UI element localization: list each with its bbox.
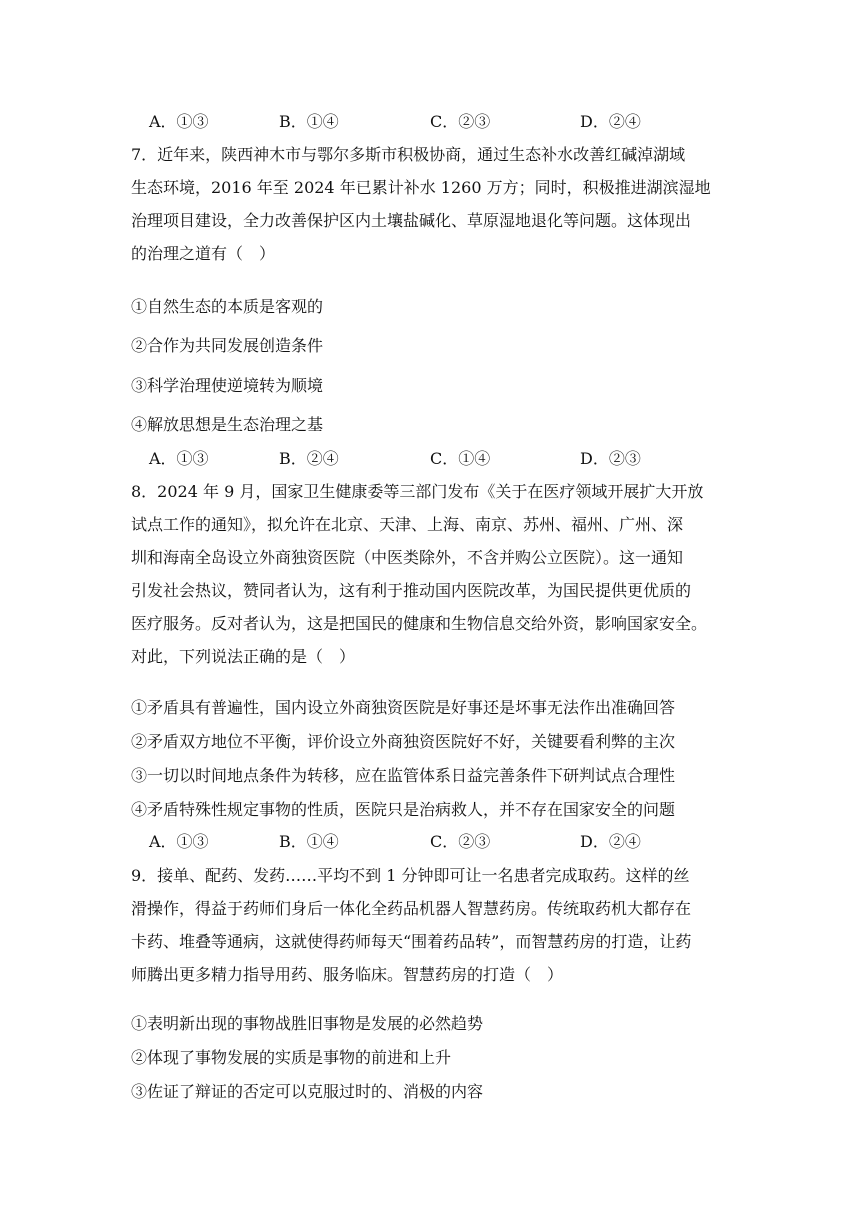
question-7-line: 生态环境，2016 年至 2024 年已累计补水 1260 万方；同时，积极推进湖滨湿地 [131,178,711,197]
question-9-line: 师腾出更多精力指导用药、服务临床。智慧药房的打造（ ） [131,965,564,984]
q7-option-a: A．①③ [149,449,209,468]
q6-option-c: C．②③ [430,112,491,131]
q7-statement-2: ②合作为共同发展创造条件 [131,336,324,355]
q9-statement-3: ③佐证了辩证的否定可以克服过时的、消极的内容 [131,1082,484,1101]
question-8-line: 引发社会热议，赞同者认为，这有利于推动国内医院改革，为国民提供更优质的 [131,581,692,600]
question-9-line: 卡药、堆叠等通病，这就使得药师每天“围着药品转”，而智慧药房的打造，让药 [131,932,692,951]
question-9-line: 滑操作，得益于药师们身后一体化全药品机器人智慧药房。传统取药机大都存在 [131,899,692,918]
q8-statement-2: ②矛盾双方地位不平衡，评价设立外商独资医院好不好，关键要看利弊的主次 [131,732,676,751]
q7-option-b: B．②④ [279,449,339,468]
question-8-line: 对此，下列说法正确的是（ ） [131,647,356,666]
q8-option-b: B．①④ [279,832,339,851]
question-7-line: 7．近年来，陕西神木市与鄂尔多斯市积极协商，通过生态补水改善红碱淖湖域 [131,145,686,164]
question-7-line: 的治理之道有（ ） [131,244,276,263]
q6-option-d: D．②④ [580,112,641,131]
question-8-line: 8．2024 年 9 月，国家卫生健康委等三部门发布《关于在医疗领域开展扩大开放 [131,482,704,501]
q6-option-a: A．①③ [149,112,209,131]
question-8-line: 圳和海南全岛设立外商独资医院（中医类除外，不含并购公立医院）。这一通知 [131,548,684,567]
q8-statement-4: ④矛盾特殊性规定事物的性质，医院只是治病救人，并不存在国家安全的问题 [131,800,676,819]
question-9-line: 9．接单、配药、发药……平均不到 1 分钟即可让一名患者完成取药。这样的丝 [131,866,690,885]
q6-option-b: B．①④ [279,112,339,131]
question-7-line: 治理项目建设，全力改善保护区内土壤盐碱化、草原湿地退化等问题。这体现出 [131,211,692,230]
q7-statement-3: ③科学治理使逆境转为顺境 [131,376,324,395]
q7-statement-1: ①自然生态的本质是客观的 [131,297,324,316]
question-7-stem [131,144,731,276]
q7-statement-4: ④解放思想是生态治理之基 [131,415,324,434]
question-8-line: 试点工作的通知》，拟允许在北京、天津、上海、南京、苏州、福州、广州、深 [131,515,684,534]
question-8-stem [131,481,731,679]
q8-option-c: C．②③ [430,832,491,851]
q8-option-a: A．①③ [149,832,209,851]
question-8-line: 医疗服务。反对者认为，这是把国民的健康和生物信息交给外资，影响国家安全。 [131,614,708,633]
q8-statement-1: ①矛盾具有普遍性，国内设立外商独资医院是好事还是坏事无法作出准确回答 [131,698,676,717]
q9-statement-1: ①表明新出现的事物战胜旧事物是发展的必然趋势 [131,1014,484,1033]
q7-option-c: C．①④ [430,449,491,468]
q8-option-d: D．②④ [580,832,641,851]
q9-statement-2: ②体现了事物发展的实质是事物的前进和上升 [131,1048,452,1067]
q8-statement-3: ③一切以时间地点条件为转移，应在监管体系日益完善条件下研判试点合理性 [131,766,676,785]
q7-option-d: D．②③ [580,449,641,468]
question-9-stem [131,865,731,997]
